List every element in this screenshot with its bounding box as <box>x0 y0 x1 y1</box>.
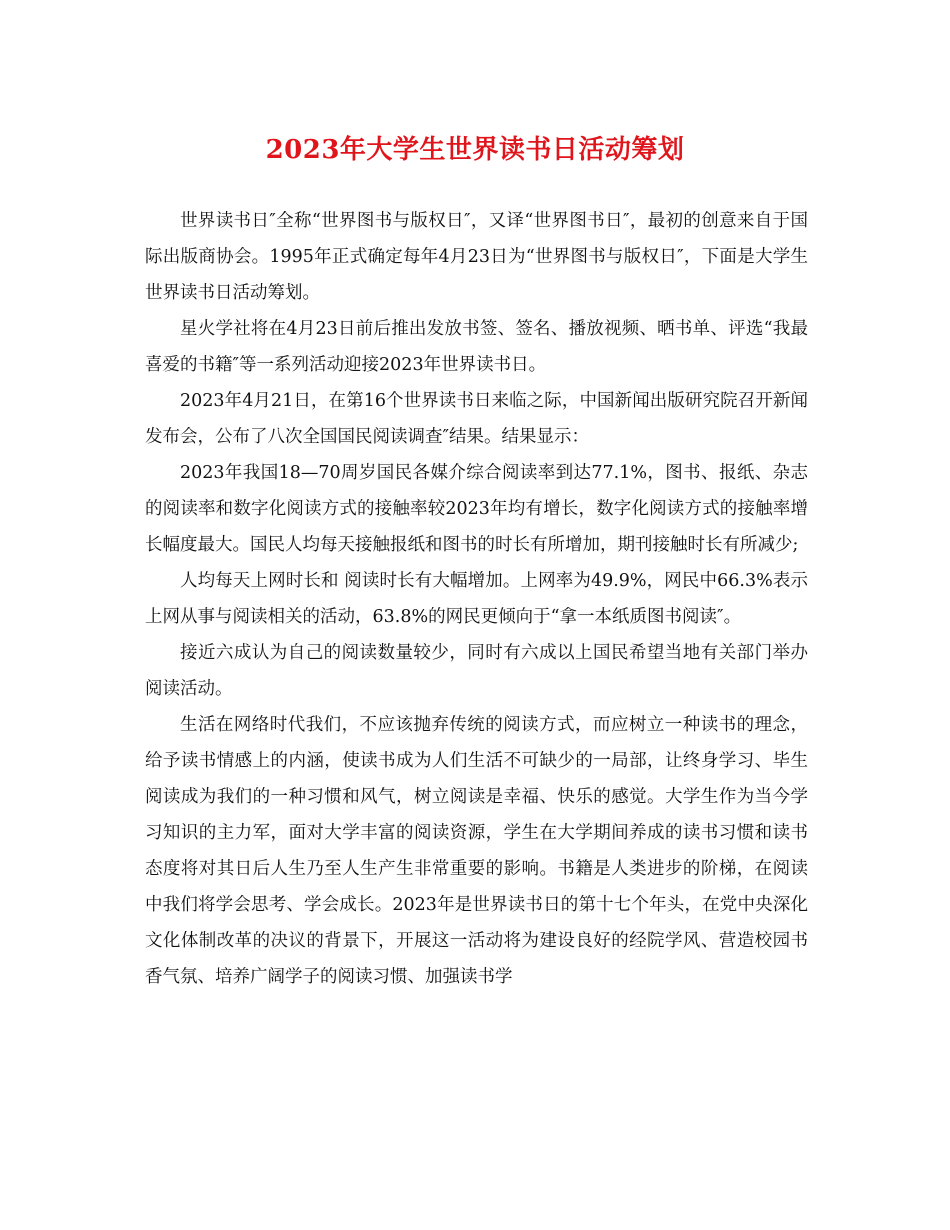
document-title: 2023年大学生世界读书日活动筹划 <box>265 135 685 165</box>
document-body <box>145 203 808 995</box>
paragraph-press-conference: 2023年4月21日，在第16个世界读书日来临之际，中国新闻出版研究院召开新闻发布会，公布了八次全国国民阅读调查″结果。结果显示： <box>145 391 808 447</box>
paragraph-reading-rate: 2023年我国18—70周岁国民各媒介综合阅读率到达77.1%，图书、报纸、杂志的阅读率和数字化阅读方式的接触率较2023年均有增长，数字化阅读方式的接触率增长幅度最大。国民人均每天接触报纸和图书的时长有所增加，期刊接触时长有所减少; <box>145 463 808 555</box>
paragraph-internet-usage: 人均每天上网时长和 阅读时长有大幅增加。上网率为49.9%，网民中66.3%表示上网从事与阅读相关的活动，63.8%的网民更倾向于“拿一本纸质图书阅读″。 <box>145 571 808 627</box>
paragraph-intro: 世界读书日″全称“世界图书与版权日″，又译“世界图书日″，最初的创意来自于国际出版商协会。1995年正式确定每年4月23日为“世界图书与版权日″，下面是大学生世界读书日活动筹划。 <box>145 211 808 303</box>
paragraph-reading-volume: 接近六成认为自己的阅读数量较少，同时有六成以上国民希望当地有关部门举办阅读活动。 <box>145 643 808 699</box>
paragraph-xinghuo-activities: 星火学社将在4月23日前后推出发放书签、签名、播放视频、晒书单、评选“我最喜爱的书籍″等一系列活动迎接2023年世界读书日。 <box>145 319 808 375</box>
paragraph-network-era: 生活在网络时代我们，不应该抛弃传统的阅读方式，而应树立一种读书的理念，给予读书情感上的内涵，使读书成为人们生活不可缺少的一局部，让终身学习、毕生阅读成为我们的一种习惯和风气，树立阅读是幸福、快乐的感觉。大学生作为当今学习知识的主力军，面对大学丰富的阅读资源，学生在大学期间养成的读书习惯和读书态度将对其日后人生乃至人生产生非常重要的影响。书籍是人类进步的阶梯，在阅读中我们将学会思考、学会成长。2023年是世界读书日的第十七个年头，在党中央深化文化体制改革的决议的背景下，开展这一活动将为建设良好的经院学风、营造校园书香气氛、培养广阔学子的阅读习惯、加强读书学 <box>145 715 808 987</box>
